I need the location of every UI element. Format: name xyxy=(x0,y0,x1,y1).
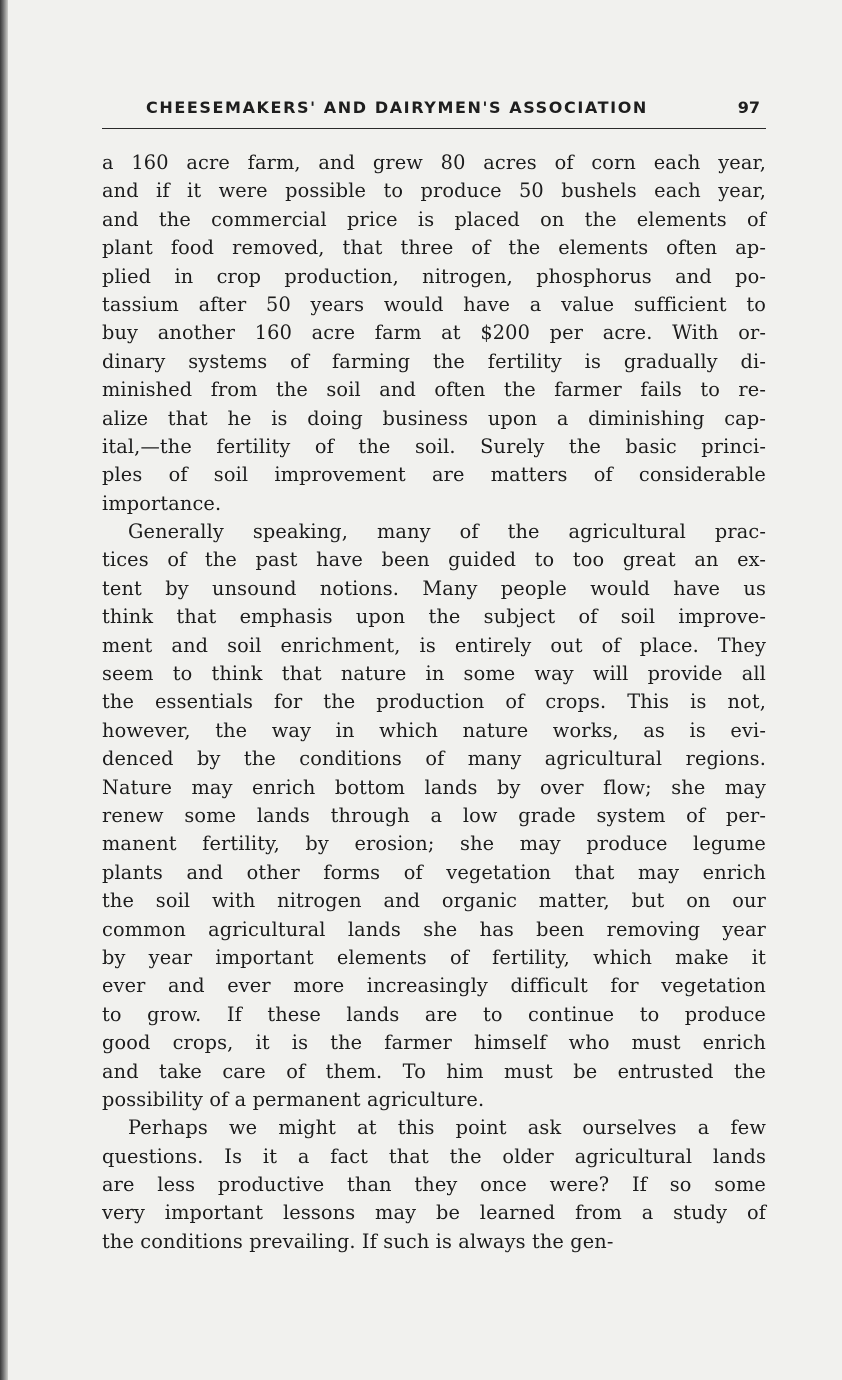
text-line: dinary systems of farming the fertility is gradually di- xyxy=(102,349,766,373)
text-line: plants and other forms of vegetation that may enrich xyxy=(102,860,766,884)
text-line: alize that he is doing business upon a diminishing cap- xyxy=(102,406,766,430)
paragraph xyxy=(102,1114,766,1256)
text-line: ever and ever more increasingly difficult for vegetation xyxy=(102,974,766,998)
text-line: Nature may enrich bottom lands by over flow; she may xyxy=(102,775,766,799)
text-line: common agricultural lands she has been removing year xyxy=(102,917,766,941)
text-line: to grow. If these lands are to continue to produce xyxy=(102,1002,766,1026)
text-line: denced by the conditions of many agricultural regions. xyxy=(102,747,766,771)
text-line: good crops, it is the farmer himself who must enrich xyxy=(102,1031,766,1055)
text-line: tassium after 50 years would have a value sufficient to xyxy=(102,292,766,316)
page-binding-edge xyxy=(0,0,8,1380)
text-line: Perhaps we might at this point ask ourselves a few xyxy=(128,1116,766,1140)
text-line: ital,—the fertility of the soil. Surely the basic princi- xyxy=(102,434,766,458)
text-line: tices of the past have been guided to too great an ex- xyxy=(102,548,766,572)
text-line: and take care of them. To him must be entrusted the xyxy=(102,1059,766,1083)
text-line: the essentials for the production of crops. This is not, xyxy=(102,690,766,714)
text-line: and if it were possible to produce 50 bushels each year, xyxy=(102,179,766,203)
page-number: 97 xyxy=(737,98,760,117)
body-text xyxy=(102,149,766,1256)
text-line: however, the way in which nature works, as is evi- xyxy=(102,718,766,742)
running-header xyxy=(102,92,766,129)
text-line: buy another 160 acre farm at $200 per acre. With or- xyxy=(102,321,766,345)
text-line: tent by unsound notions. Many people would have us xyxy=(102,576,766,600)
text-line: the conditions prevailing. If such is always the gen- xyxy=(102,1229,614,1253)
text-line: by year important elements of fertility, which make it xyxy=(102,945,766,969)
paragraph xyxy=(102,518,766,1114)
text-line: ples of soil improvement are matters of considerable xyxy=(102,463,766,487)
text-line: the soil with nitrogen and organic matter, but on our xyxy=(102,889,766,913)
text-line: think that emphasis upon the subject of soil improve- xyxy=(102,605,766,629)
text-line: seem to think that nature in some way will provide all xyxy=(102,662,766,686)
text-line: plant food removed, that three of the elements often ap- xyxy=(102,236,766,260)
text-line: ment and soil enrichment, is entirely out of place. They xyxy=(102,633,766,657)
text-line: are less productive than they once were? If so some xyxy=(102,1173,766,1197)
text-line: questions. Is it a fact that the older agricultural lands xyxy=(102,1144,766,1168)
text-line: minished from the soil and often the farmer fails to re- xyxy=(102,378,766,402)
text-line: importance. xyxy=(102,491,222,515)
text-line: and the commercial price is placed on the elements of xyxy=(102,207,766,231)
paragraph xyxy=(102,149,766,518)
text-line: a 160 acre farm, and grew 80 acres of corn each year, xyxy=(102,151,766,174)
text-line: Generally speaking, many of the agricultural prac- xyxy=(128,520,766,544)
text-line: renew some lands through a low grade system of per- xyxy=(102,803,766,827)
running-header-title: CHEESEMAKERS' AND DAIRYMEN'S ASSOCIATION xyxy=(146,98,648,117)
text-line: manent fertility, by erosion; she may produce legume xyxy=(102,832,766,856)
text-line: plied in crop production, nitrogen, phosphorus and po- xyxy=(102,264,766,288)
text-line: very important lessons may be learned from a study of xyxy=(102,1201,766,1225)
text-line: possibility of a permanent agriculture. xyxy=(102,1087,485,1111)
book-page xyxy=(102,92,766,1256)
